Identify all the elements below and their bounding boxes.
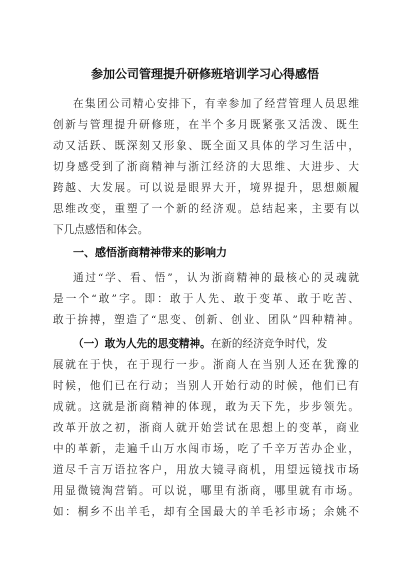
intro-line: 在集团公司精心安排下，有幸参加了经营管理人员思维 bbox=[73, 98, 359, 110]
intro-line: 动又活跃、既深刻又形象、既全面又具体的学习生活中， bbox=[53, 140, 359, 152]
section-heading: 一、感悟浙商精神带来的影响力 bbox=[73, 246, 227, 259]
subsection-line: 如：桐乡不出羊毛，却有全国最大的羊毛衫市场；余姚不 bbox=[53, 506, 359, 518]
document-title: 参加公司管理提升研修班培训学习心得感悟 bbox=[90, 67, 319, 81]
subsection-line: 用显微镜淘营销。可以说，哪里有浙商，哪里就有市场。 bbox=[53, 485, 359, 497]
section-line: 通过“学、看、悟”，认为浙商精神的最核心的灵魂就 bbox=[73, 272, 359, 284]
subsection-heading: （一）敢为人先的思变精神。 bbox=[73, 338, 211, 350]
intro-line: 创新与管理提升研修班，在半个多月既紧张又活泼、既生 bbox=[53, 119, 359, 131]
intro-line: 下几点感悟和体会。 bbox=[53, 224, 149, 236]
subsection-first-line bbox=[73, 336, 359, 352]
subsection-line: 时候，他们已在行动；当别人开始行动的时候，他们已有 bbox=[53, 380, 359, 392]
subsection-line: 展就在于快，在于现行一步。浙商人在当别人还在犹豫的 bbox=[53, 359, 359, 371]
section-line: 是一个“敢”字。即：敢于人先、敢于变革、敢于吃苦、 bbox=[53, 293, 359, 305]
intro-line: 跨越、大发展。可以说是眼界大开，境界提升，思想颇履 bbox=[53, 182, 359, 194]
subsection-line: 道尽千言万语拉客户，用放大镜寻商机，用望远镜找市场 bbox=[53, 464, 359, 476]
subsection-line: 成就。这就是浙商精神的体现，敢为天下先，步步领先。 bbox=[53, 401, 359, 413]
section-line: 敢于拚搏，塑造了“思变、创新、创业、团队”四种精神。 bbox=[53, 314, 359, 326]
intro-line: 切身感受到了浙商精神与浙江经济的大思维、大进步、大 bbox=[53, 161, 359, 173]
subsection-first-text: 在新的经济竞争时代，发 bbox=[210, 338, 328, 350]
subsection-line: 中的革新，走遍千山万水闯市场，吃了千辛万苦办企业， bbox=[53, 443, 359, 455]
subsection-line: 改革开放之初，浙商人就开始尝试在思想上的变革，商业 bbox=[53, 422, 359, 434]
intro-line: 思维改变，重塑了一个新的经济观。总结起来，主要有以 bbox=[53, 203, 359, 215]
